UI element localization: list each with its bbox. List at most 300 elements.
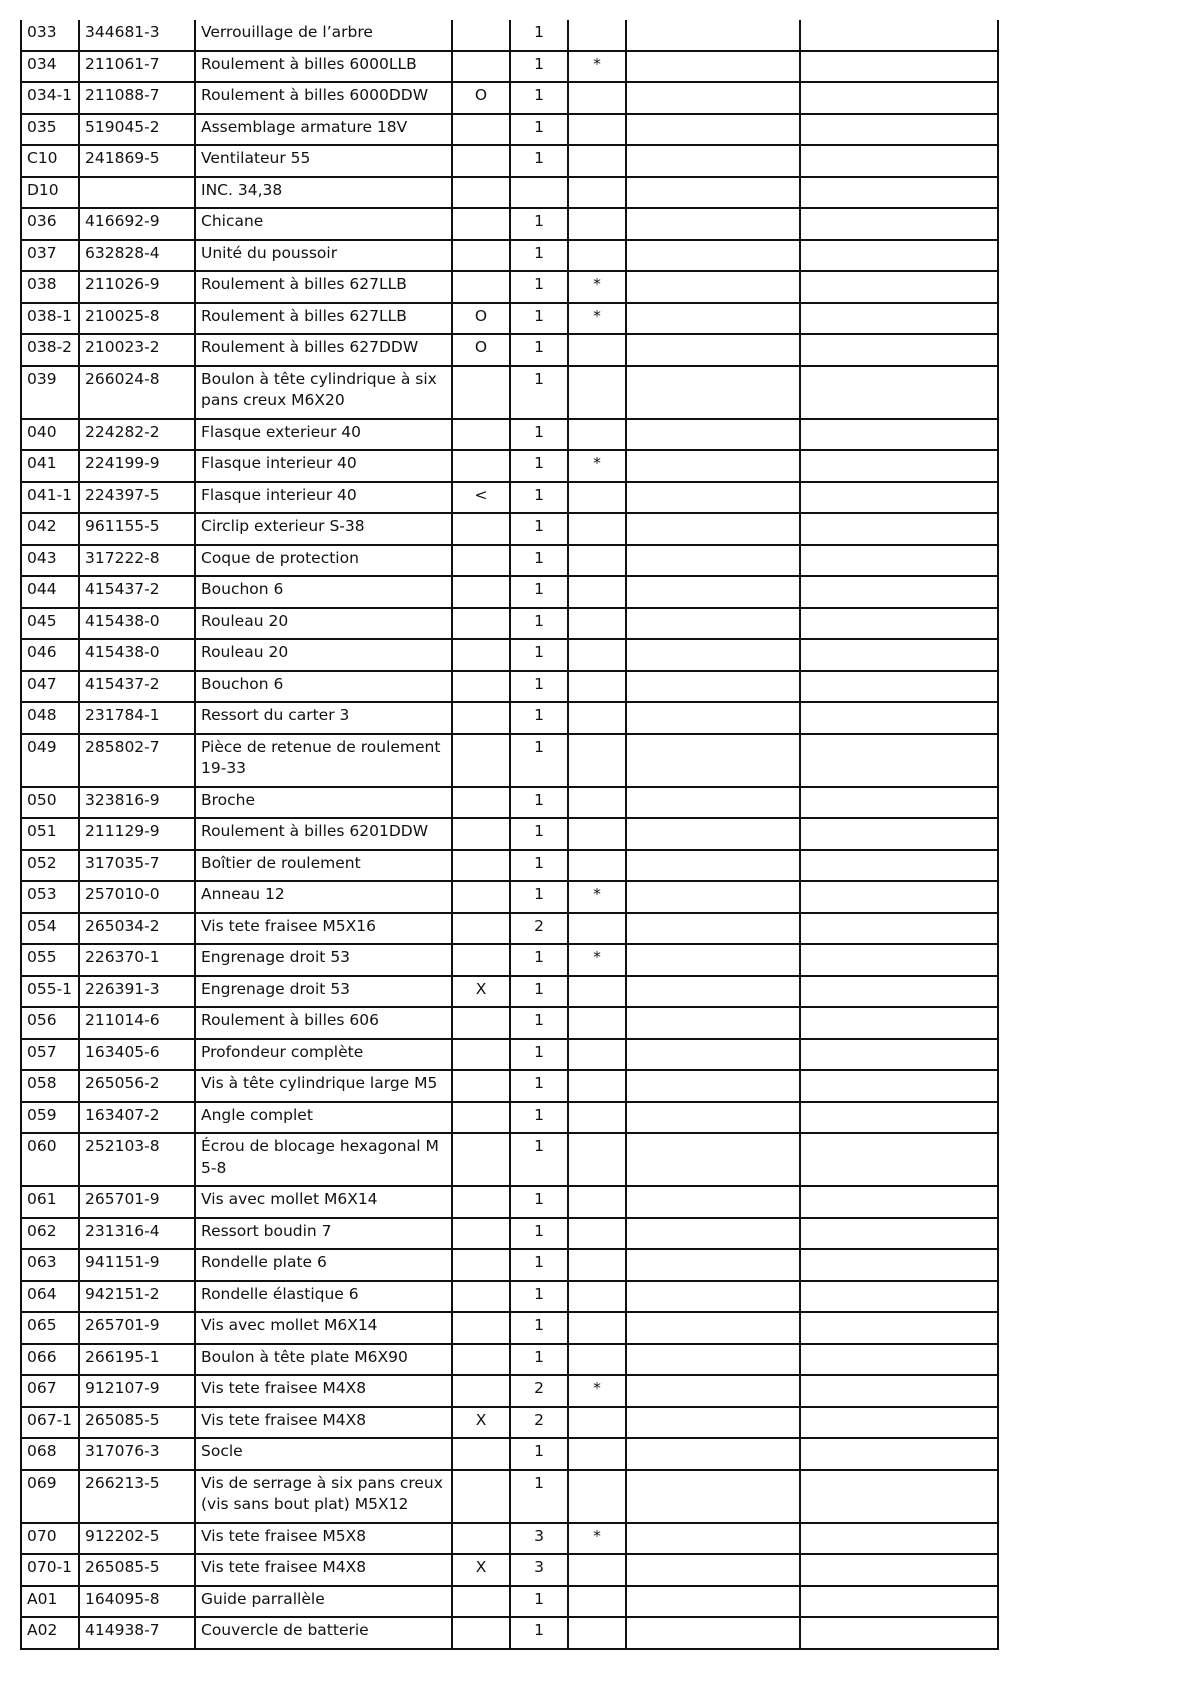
empty-cell <box>800 51 998 83</box>
empty-cell <box>800 82 998 114</box>
part-number-cell: 266195-1 <box>79 1344 195 1376</box>
mark-cell <box>568 240 626 272</box>
table-row <box>21 576 998 608</box>
quantity-cell: 1 <box>510 881 568 913</box>
part-number-cell: 519045-2 <box>79 114 195 146</box>
part-number-cell: 415438-0 <box>79 639 195 671</box>
table-row <box>21 82 998 114</box>
quantity-cell: 1 <box>510 208 568 240</box>
part-number-cell: 961155-5 <box>79 513 195 545</box>
description-cell: INC. 34,38 <box>195 177 452 209</box>
part-number-cell: 210025-8 <box>79 303 195 335</box>
part-number-cell: 632828-4 <box>79 240 195 272</box>
item-number-cell: 038 <box>21 271 79 303</box>
part-number-cell: 415437-2 <box>79 671 195 703</box>
note-flag-cell <box>452 450 510 482</box>
note-flag-cell <box>452 576 510 608</box>
note-flag-cell <box>452 1133 510 1186</box>
empty-cell <box>626 1007 800 1039</box>
quantity-cell: 1 <box>510 1438 568 1470</box>
mark-cell <box>568 545 626 577</box>
note-flag-cell <box>452 1344 510 1376</box>
empty-cell <box>800 1375 998 1407</box>
note-flag-cell <box>452 1039 510 1071</box>
part-number-cell: 941151-9 <box>79 1249 195 1281</box>
item-number-cell: 041-1 <box>21 482 79 514</box>
description-cell: Flasque interieur 40 <box>195 482 452 514</box>
description-cell: Flasque interieur 40 <box>195 450 452 482</box>
note-flag-cell <box>452 850 510 882</box>
description-cell: Coque de protection <box>195 545 452 577</box>
quantity-cell: 1 <box>510 82 568 114</box>
note-flag-cell <box>452 145 510 177</box>
empty-cell <box>626 1523 800 1555</box>
description-cell: Rondelle élastique 6 <box>195 1281 452 1313</box>
part-number-cell: 211061-7 <box>79 51 195 83</box>
mark-cell: * <box>568 944 626 976</box>
empty-cell <box>626 702 800 734</box>
quantity-cell: 1 <box>510 1344 568 1376</box>
item-number-cell: 063 <box>21 1249 79 1281</box>
item-number-cell: 033 <box>21 20 79 51</box>
table-row <box>21 1102 998 1134</box>
description-cell: Assemblage armature 18V <box>195 114 452 146</box>
empty-cell <box>800 482 998 514</box>
empty-cell <box>800 1133 998 1186</box>
part-number-cell: 231316-4 <box>79 1218 195 1250</box>
mark-cell <box>568 1007 626 1039</box>
note-flag-cell: O <box>452 303 510 335</box>
quantity-cell: 1 <box>510 576 568 608</box>
table-row <box>21 1186 998 1218</box>
empty-cell <box>626 20 800 51</box>
empty-cell <box>800 1281 998 1313</box>
description-cell: Anneau 12 <box>195 881 452 913</box>
quantity-cell: 1 <box>510 787 568 819</box>
table-row <box>21 639 998 671</box>
empty-cell <box>800 1438 998 1470</box>
part-number-cell: 317035-7 <box>79 850 195 882</box>
description-cell: Bouchon 6 <box>195 671 452 703</box>
empty-cell <box>800 545 998 577</box>
item-number-cell: 044 <box>21 576 79 608</box>
note-flag-cell <box>452 545 510 577</box>
description-cell: Bouchon 6 <box>195 576 452 608</box>
item-number-cell: 052 <box>21 850 79 882</box>
mark-cell <box>568 20 626 51</box>
empty-cell <box>800 818 998 850</box>
table-row <box>21 850 998 882</box>
empty-cell <box>800 881 998 913</box>
empty-cell <box>626 82 800 114</box>
description-cell: Roulement à billes 6201DDW <box>195 818 452 850</box>
part-number-cell: 265701-9 <box>79 1186 195 1218</box>
table-row <box>21 513 998 545</box>
quantity-cell: 1 <box>510 976 568 1008</box>
note-flag-cell <box>452 240 510 272</box>
part-number-cell: 226370-1 <box>79 944 195 976</box>
table-row <box>21 177 998 209</box>
parts-list-page <box>20 20 1020 1650</box>
quantity-cell: 1 <box>510 1102 568 1134</box>
empty-cell <box>800 334 998 366</box>
empty-cell <box>626 366 800 419</box>
item-number-cell: 067-1 <box>21 1407 79 1439</box>
part-number-cell: 224282-2 <box>79 419 195 451</box>
empty-cell <box>800 1102 998 1134</box>
description-cell: Flasque exterieur 40 <box>195 419 452 451</box>
item-number-cell: 046 <box>21 639 79 671</box>
quantity-cell: 1 <box>510 671 568 703</box>
part-number-cell: 265701-9 <box>79 1312 195 1344</box>
mark-cell <box>568 1312 626 1344</box>
table-row <box>21 1470 998 1523</box>
table-row <box>21 1133 998 1186</box>
empty-cell <box>626 734 800 787</box>
empty-cell <box>626 787 800 819</box>
quantity-cell: 1 <box>510 608 568 640</box>
mark-cell <box>568 1617 626 1649</box>
quantity-cell: 2 <box>510 913 568 945</box>
empty-cell <box>800 303 998 335</box>
table-row <box>21 271 998 303</box>
parts-table-body <box>21 20 998 1649</box>
mark-cell <box>568 734 626 787</box>
mark-cell <box>568 1070 626 1102</box>
empty-cell <box>800 419 998 451</box>
empty-cell <box>626 1133 800 1186</box>
quantity-cell: 1 <box>510 818 568 850</box>
table-row <box>21 145 998 177</box>
item-number-cell: 047 <box>21 671 79 703</box>
table-row <box>21 1281 998 1313</box>
description-cell: Chicane <box>195 208 452 240</box>
quantity-cell: 1 <box>510 702 568 734</box>
description-cell: Roulement à billes 627LLB <box>195 271 452 303</box>
quantity-cell: 1 <box>510 334 568 366</box>
table-row <box>21 913 998 945</box>
note-flag-cell <box>452 944 510 976</box>
item-number-cell: 040 <box>21 419 79 451</box>
table-row <box>21 1344 998 1376</box>
part-number-cell: 415438-0 <box>79 608 195 640</box>
part-number-cell: 163407-2 <box>79 1102 195 1134</box>
mark-cell <box>568 1218 626 1250</box>
quantity-cell: 1 <box>510 1007 568 1039</box>
item-number-cell: 035 <box>21 114 79 146</box>
description-cell: Ressort boudin 7 <box>195 1218 452 1250</box>
item-number-cell: 054 <box>21 913 79 945</box>
item-number-cell: 042 <box>21 513 79 545</box>
item-number-cell: C10 <box>21 145 79 177</box>
empty-cell <box>800 1407 998 1439</box>
item-number-cell: 053 <box>21 881 79 913</box>
table-row <box>21 419 998 451</box>
note-flag-cell <box>452 114 510 146</box>
table-row <box>21 1523 998 1555</box>
note-flag-cell <box>452 608 510 640</box>
note-flag-cell <box>452 1470 510 1523</box>
note-flag-cell <box>452 177 510 209</box>
empty-cell <box>800 145 998 177</box>
empty-cell <box>800 944 998 976</box>
description-cell: Vis tete fraisee M4X8 <box>195 1554 452 1586</box>
item-number-cell: 060 <box>21 1133 79 1186</box>
part-number-cell <box>79 177 195 209</box>
part-number-cell: 912202-5 <box>79 1523 195 1555</box>
empty-cell <box>800 240 998 272</box>
mark-cell <box>568 1102 626 1134</box>
empty-cell <box>800 1523 998 1555</box>
mark-cell <box>568 177 626 209</box>
table-row <box>21 1249 998 1281</box>
description-cell: Boulon à tête cylindrique à six pans creux M6X20 <box>195 366 452 419</box>
empty-cell <box>626 1070 800 1102</box>
table-row <box>21 1438 998 1470</box>
item-number-cell: 055 <box>21 944 79 976</box>
empty-cell <box>800 1586 998 1618</box>
empty-cell <box>626 976 800 1008</box>
description-cell: Vis tete fraisee M5X8 <box>195 1523 452 1555</box>
empty-cell <box>800 1470 998 1523</box>
description-cell: Pièce de retenue de roulement 19-33 <box>195 734 452 787</box>
part-number-cell: 211129-9 <box>79 818 195 850</box>
description-cell: Vis tete fraisee M4X8 <box>195 1407 452 1439</box>
note-flag-cell <box>452 639 510 671</box>
mark-cell: * <box>568 1523 626 1555</box>
part-number-cell: 163405-6 <box>79 1039 195 1071</box>
part-number-cell: 164095-8 <box>79 1586 195 1618</box>
mark-cell <box>568 1470 626 1523</box>
empty-cell <box>626 944 800 976</box>
empty-cell <box>800 450 998 482</box>
quantity-cell: 1 <box>510 850 568 882</box>
part-number-cell: 241869-5 <box>79 145 195 177</box>
table-row <box>21 1554 998 1586</box>
table-row <box>21 1312 998 1344</box>
empty-cell <box>626 881 800 913</box>
mark-cell <box>568 702 626 734</box>
empty-cell <box>800 1007 998 1039</box>
description-cell: Vis avec mollet M6X14 <box>195 1312 452 1344</box>
description-cell: Roulement à billes 627LLB <box>195 303 452 335</box>
description-cell: Engrenage droit 53 <box>195 944 452 976</box>
table-row <box>21 1070 998 1102</box>
quantity-cell: 1 <box>510 1133 568 1186</box>
description-cell: Boîtier de roulement <box>195 850 452 882</box>
note-flag-cell <box>452 702 510 734</box>
empty-cell <box>626 450 800 482</box>
empty-cell <box>626 1312 800 1344</box>
mark-cell <box>568 576 626 608</box>
quantity-cell: 3 <box>510 1554 568 1586</box>
table-row <box>21 208 998 240</box>
description-cell: Profondeur complète <box>195 1039 452 1071</box>
part-number-cell: 414938-7 <box>79 1617 195 1649</box>
part-number-cell: 210023-2 <box>79 334 195 366</box>
part-number-cell: 257010-0 <box>79 881 195 913</box>
note-flag-cell: < <box>452 482 510 514</box>
item-number-cell: 050 <box>21 787 79 819</box>
table-row <box>21 303 998 335</box>
description-cell: Couvercle de batterie <box>195 1617 452 1649</box>
description-cell: Vis de serrage à six pans creux (vis sans bout plat) M5X12 <box>195 1470 452 1523</box>
description-cell: Roulement à billes 6000LLB <box>195 51 452 83</box>
empty-cell <box>800 734 998 787</box>
description-cell: Socle <box>195 1438 452 1470</box>
quantity-cell: 1 <box>510 1281 568 1313</box>
description-cell: Ressort du carter 3 <box>195 702 452 734</box>
note-flag-cell <box>452 1523 510 1555</box>
empty-cell <box>800 1344 998 1376</box>
note-flag-cell: X <box>452 976 510 1008</box>
mark-cell <box>568 1133 626 1186</box>
note-flag-cell: X <box>452 1554 510 1586</box>
empty-cell <box>800 177 998 209</box>
item-number-cell: 059 <box>21 1102 79 1134</box>
item-number-cell: 070 <box>21 1523 79 1555</box>
mark-cell <box>568 1186 626 1218</box>
quantity-cell: 1 <box>510 1586 568 1618</box>
description-cell: Vis avec mollet M6X14 <box>195 1186 452 1218</box>
item-number-cell: 056 <box>21 1007 79 1039</box>
table-row <box>21 482 998 514</box>
note-flag-cell <box>452 671 510 703</box>
empty-cell <box>800 271 998 303</box>
empty-cell <box>626 303 800 335</box>
mark-cell <box>568 1438 626 1470</box>
quantity-cell: 1 <box>510 20 568 51</box>
table-row <box>21 787 998 819</box>
quantity-cell: 1 <box>510 1218 568 1250</box>
table-row <box>21 734 998 787</box>
description-cell: Vis tete fraisee M5X16 <box>195 913 452 945</box>
empty-cell <box>626 1554 800 1586</box>
empty-cell <box>626 208 800 240</box>
empty-cell <box>800 114 998 146</box>
part-number-cell: 344681-3 <box>79 20 195 51</box>
description-cell: Ventilateur 55 <box>195 145 452 177</box>
quantity-cell: 2 <box>510 1407 568 1439</box>
table-row <box>21 1218 998 1250</box>
item-number-cell: 034 <box>21 51 79 83</box>
item-number-cell: A01 <box>21 1586 79 1618</box>
empty-cell <box>626 545 800 577</box>
quantity-cell: 1 <box>510 1617 568 1649</box>
mark-cell <box>568 818 626 850</box>
item-number-cell: 066 <box>21 1344 79 1376</box>
empty-cell <box>626 240 800 272</box>
empty-cell <box>626 51 800 83</box>
quantity-cell: 1 <box>510 944 568 976</box>
table-row <box>21 114 998 146</box>
item-number-cell: 067 <box>21 1375 79 1407</box>
part-number-cell: 266213-5 <box>79 1470 195 1523</box>
empty-cell <box>626 1281 800 1313</box>
empty-cell <box>626 513 800 545</box>
empty-cell <box>626 671 800 703</box>
table-row <box>21 240 998 272</box>
note-flag-cell <box>452 1438 510 1470</box>
empty-cell <box>800 1554 998 1586</box>
mark-cell <box>568 1586 626 1618</box>
quantity-cell: 1 <box>510 366 568 419</box>
table-row <box>21 334 998 366</box>
part-number-cell: 317076-3 <box>79 1438 195 1470</box>
empty-cell <box>626 850 800 882</box>
empty-cell <box>626 913 800 945</box>
empty-cell <box>800 1218 998 1250</box>
empty-cell <box>626 1438 800 1470</box>
item-number-cell: 051 <box>21 818 79 850</box>
quantity-cell: 1 <box>510 303 568 335</box>
quantity-cell: 1 <box>510 1070 568 1102</box>
empty-cell <box>626 145 800 177</box>
quantity-cell: 1 <box>510 1039 568 1071</box>
quantity-cell: 1 <box>510 419 568 451</box>
part-number-cell: 265056-2 <box>79 1070 195 1102</box>
quantity-cell: 1 <box>510 513 568 545</box>
note-flag-cell <box>452 787 510 819</box>
mark-cell <box>568 787 626 819</box>
note-flag-cell <box>452 734 510 787</box>
empty-cell <box>626 419 800 451</box>
part-number-cell: 285802-7 <box>79 734 195 787</box>
table-row <box>21 20 998 51</box>
part-number-cell: 211026-9 <box>79 271 195 303</box>
empty-cell <box>626 1617 800 1649</box>
empty-cell <box>800 1186 998 1218</box>
part-number-cell: 416692-9 <box>79 208 195 240</box>
item-number-cell: 068 <box>21 1438 79 1470</box>
empty-cell <box>800 1312 998 1344</box>
note-flag-cell: O <box>452 82 510 114</box>
mark-cell <box>568 419 626 451</box>
description-cell: Broche <box>195 787 452 819</box>
item-number-cell: 036 <box>21 208 79 240</box>
part-number-cell: 224397-5 <box>79 482 195 514</box>
table-row <box>21 671 998 703</box>
item-number-cell: 064 <box>21 1281 79 1313</box>
item-number-cell: 038-1 <box>21 303 79 335</box>
item-number-cell: 038-2 <box>21 334 79 366</box>
empty-cell <box>626 177 800 209</box>
note-flag-cell <box>452 818 510 850</box>
mark-cell <box>568 366 626 419</box>
note-flag-cell <box>452 513 510 545</box>
empty-cell <box>800 850 998 882</box>
note-flag-cell <box>452 1007 510 1039</box>
note-flag-cell <box>452 1218 510 1250</box>
note-flag-cell <box>452 271 510 303</box>
empty-cell <box>626 1102 800 1134</box>
quantity-cell: 3 <box>510 1523 568 1555</box>
mark-cell <box>568 1281 626 1313</box>
part-number-cell: 231784-1 <box>79 702 195 734</box>
description-cell: Vis tete fraisee M4X8 <box>195 1375 452 1407</box>
mark-cell <box>568 976 626 1008</box>
item-number-cell: 041 <box>21 450 79 482</box>
mark-cell <box>568 639 626 671</box>
empty-cell <box>800 1249 998 1281</box>
empty-cell <box>626 1039 800 1071</box>
empty-cell <box>800 1070 998 1102</box>
quantity-cell: 1 <box>510 734 568 787</box>
item-number-cell: 062 <box>21 1218 79 1250</box>
empty-cell <box>626 1375 800 1407</box>
empty-cell <box>626 608 800 640</box>
item-number-cell: 048 <box>21 702 79 734</box>
